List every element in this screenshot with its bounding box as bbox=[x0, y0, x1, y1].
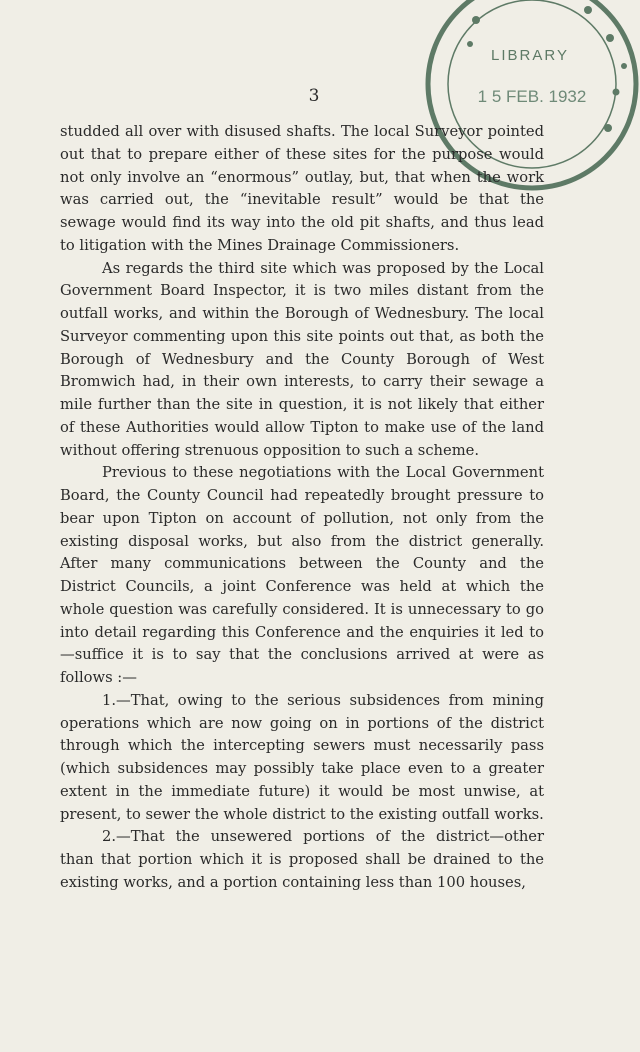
paragraph: studded all over with disused shafts. The local Surveyor pointed out that to prepare either of these sites for the purpose would not only involve an “enormous” outlay, but, that when the work was carried out, the “inevitable result” would be that the sewage would find its way into the old pit shafts, and thus lead to litigation with the Mines Drainage Commissioners. bbox=[60, 123, 544, 254]
list-item: 1.—That, owing to the serious subsidences from mining operations which are now going on in portions of the district through which the intercepting sewers must necessarily pass (which subsidences may possibly take place even to a greater extent in the immediate future) it would be most unwise, at present, to sewer the whole district to the existing outfall works. bbox=[60, 691, 544, 823]
body-text bbox=[60, 121, 544, 895]
paragraph: As regards the third site which was proposed by the Local Government Board Inspector, it is two miles distant from the outfall works, and within the Borough of Wednesbury. The local Surveyor commenting upon this site points out that, as both the Borough of Wednesbury and the County Borough of West Bromwich had, in their own interests, to carry their sewage a mile further than the site in question, it is not likely that either of these Authorities would allow Tipton to make use of the land without offering strenuous opposition to such a scheme. bbox=[60, 259, 544, 459]
paragraph: Previous to these negotiations with the Local Government Board, the County Council had repeatedly brought pressure to bear upon Tipton on account of pollution, not only from the existing disposal works, but also from the district generally. After many communications between the County and the District Councils, a joint Conference was held at which the whole question was carefully considered. It is unnecessary to go into detail regarding this Conference and the enquiries it led to—suffice it is to say that the conclusions arrived at were as follows :— bbox=[60, 464, 544, 686]
list-item: 2.—That the unsewered portions of the district—other than that portion which it is proposed shall be drained to the existing works, and a portion containing less than 100 houses, bbox=[60, 828, 544, 891]
stamp-date: 1 5 FEB. 1932 bbox=[477, 87, 587, 106]
page-number: 3 bbox=[308, 86, 320, 106]
stamp-title: LIBRARY bbox=[491, 47, 569, 64]
stamp-ornament bbox=[467, 6, 627, 132]
